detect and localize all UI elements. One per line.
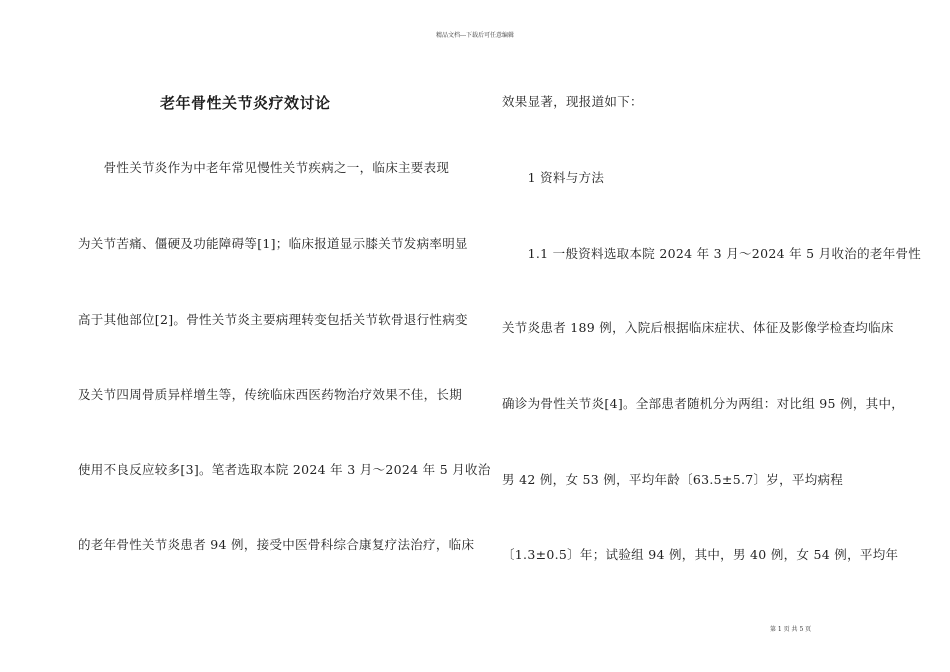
body-line: 〔1.3±0.5〕年；试验组 94 例，其中，男 40 例，女 54 例，平均年 xyxy=(502,547,899,562)
body-line: 效果显著，现报道如下： xyxy=(502,94,643,109)
body-line: 使用不良反应较多[3]。笔者选取本院 2024 年 3 月～2024 年 5 月收治 xyxy=(78,462,491,477)
section-heading: 1 资料与方法 xyxy=(502,170,605,185)
body-line: 高于其他部位[2]。骨性关节炎主要病理转变包括关节软骨退行性病变 xyxy=(78,312,468,327)
document-title: 老年骨性关节炎疗效讨论 xyxy=(160,94,331,112)
page-number: 第 1 页 共 5 页 xyxy=(770,626,812,633)
body-line: 1.1 一般资料选取本院 2024 年 3 月～2024 年 5 月收治的老年骨性 xyxy=(502,246,922,261)
body-line: 男 42 例，女 53 例，平均年龄〔63.5±5.7〕岁，平均病程 xyxy=(502,472,844,487)
body-line: 关节炎患者 189 例，入院后根据临床症状、体征及影像学检查均临床 xyxy=(502,320,894,335)
body-line: 的老年骨性关节炎患者 94 例，接受中医骨科综合康复疗法治疗，临床 xyxy=(78,537,475,552)
body-line: 骨性关节炎作为中老年常见慢性关节疾病之一，临床主要表现 xyxy=(78,160,450,175)
body-line: 确诊为骨性关节炎[4]。全部患者随机分为两组：对比组 95 例，其中， xyxy=(502,396,905,411)
page-header: 精品文档---下载后可任意编辑 xyxy=(435,32,515,39)
body-line: 为关节苦痛、僵硬及功能障碍等[1]；临床报道显示膝关节发病率明显 xyxy=(78,236,468,251)
body-line: 及关节四周骨质异样增生等，传统临床西医药物治疗效果不佳，长期 xyxy=(78,387,463,402)
